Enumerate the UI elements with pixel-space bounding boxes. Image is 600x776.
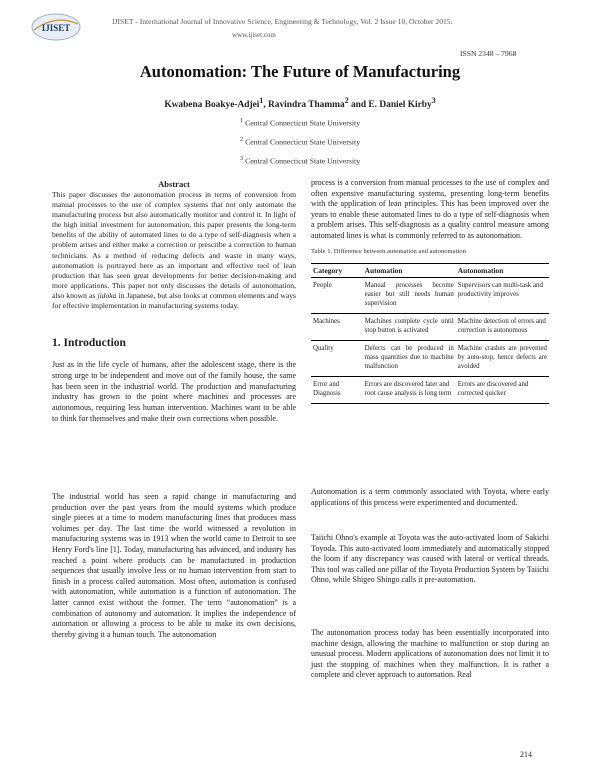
abstract-text-part: in Japanese, but also looks at common elements and ways for effective implementation in manufacturing systems today. [52, 290, 296, 311]
table-row [311, 377, 549, 404]
table-row [311, 314, 549, 341]
issn: ISSN 2348 – 7968 [460, 49, 517, 58]
table-caption: Table 1. Difference between automation and autonomation [311, 248, 466, 255]
abstract-text [52, 190, 296, 311]
author-sup: 2 [344, 96, 349, 105]
section-heading-introduction: 1. Introduction [52, 337, 126, 349]
author-name: Kwabena Boakye-Adjei [164, 100, 260, 111]
right-paragraph-top: process is a conversion from manual processes to the use of complex and often expensive manufacturing systems, presenting long-term benefits with the application of lean principles. This has been improved over the years to enable these automated lines to do a type of self-diagnosis when a problem arises. This self-diagnosis as a quality control measure among automated lines is what is commonly referred to as autonomation. [311, 178, 549, 240]
abstract-jidoka: jidoka [97, 290, 117, 300]
affiliation-text: Central Connecticut State University [245, 156, 361, 166]
right-paragraph-2: Taiichi Ohno's example at Toyota was the auto-activated loom of Sakichi Toyoda. This auto-activated loom immediately and automatically stopped the loom if any discrepancy was caused with lateral or vertical threads. This tool was called one pillar of the Toyota Production System by Taiichi Ohno, while Shigeo Shingo calls it pre-automation. [311, 533, 549, 585]
table-cell-category: Quality [311, 341, 363, 377]
table-cell-category: Machines [311, 314, 363, 341]
right-paragraph-1: Autonomation is a term commonly associated with Toyota, where early applications of this process were experimented and documented. [311, 487, 549, 507]
affiliation [0, 155, 600, 166]
table-cell-autonomation: Machine crashes are prevented by auto-stop, hence defects are avoided [456, 341, 549, 377]
table-row [311, 341, 549, 377]
table-cell-automation: Manual processes become easier but still needs human supervision [363, 278, 456, 314]
table-cell-automation: Defects can be produced in mass quantities due to machine malfunction [363, 341, 456, 377]
affiliation-sup: 1 [239, 117, 244, 124]
table-cell-category: People [311, 278, 363, 314]
table-header-row [311, 264, 549, 278]
affiliation [0, 136, 600, 147]
right-paragraph-3: The autonomation process today has been essentially incorporated into machine design, allowing the machine to malfunction or stop during an unusual process. Modern applications of autonomation does not limit it to just the stopping of machines when they malfunction. It is rather a complete and clever approach to automation. Real [311, 628, 549, 680]
abstract-heading: Abstract [158, 179, 190, 189]
table-cell-automation: Machines complete cycle until stop button is activated [363, 314, 456, 341]
affiliation-sup: 2 [239, 136, 244, 143]
table-cell-autonomation: Supervisors can multi-task and productivity improves [456, 278, 549, 314]
table-header-cell: Automation [363, 264, 456, 278]
table-cell-autonomation: Machine detection of errors and correction is autonomous [456, 314, 549, 341]
author-sup: 1 [259, 96, 264, 105]
affiliation-text: Central Connecticut State University [245, 118, 361, 128]
affiliation [0, 117, 600, 128]
abstract-text-part: This paper discusses the autonomation process in terms of conversion from manual processes to the use of complex systems that not only automate the manufacturing process but also automatically monitor and control it. In light of the high initial investment for autonomation, this paper presents the long-term benefits of the ability of automated lines to do a type of self-diagnosis when a problem arises and either make a correction or prescribe a correction to human technicians. As a method of reducing defects and waste in many ways, autonomation is portrayed here as an important and effective tool of lean production that has seen great developments for better decision-making and more applications. This paper not only discusses the details of autonomation, also known as [52, 190, 296, 300]
table-row [311, 278, 549, 314]
author-list [0, 96, 600, 110]
table-header-cell: Autonomation [456, 264, 549, 278]
author-separator: and [348, 100, 369, 111]
author-sup: 3 [431, 96, 436, 105]
paper-title: Autonomation: The Future of Manufacturing [139, 62, 461, 81]
logo-text: IJISET [41, 23, 71, 33]
journal-line: IJISET - International Journal of Innovative Science, Engineering & Technology, Vol. 2 Issue 10, October 2015. [112, 17, 453, 26]
intro-paragraph-2: The industrial world has seen a rapid change in manufacturing and production over the past years from the mould systems which produce single pieces at a time to modern manufacturing lines that produces mass volumes per day. The last time the world witnessed a revolution in manufacturing systems was in 1913 when the world came to Detroit to see Henry Ford's line [1]. Today, manufacturing has advanced, and industry has reached a point where products can be manufactured in production sequences that usually involve less or no human intervention from start to finish in a process called automation. Most often, automation is confused with autonomation, while automation is a function of autonomation. The latter cannot exist without the former. The term “autonomation” is a combination of autonomy and automation. It implies the independence of automation or allowing a process to be able to make its own decisions, thereby giving it a human touch. The autonomation [52, 492, 296, 639]
table-cell-automation: Errors are discovered later and root cause analysis is long term [363, 377, 456, 404]
table-cell-category: Error and Diagnosis [311, 377, 363, 404]
journal-website[interactable]: www.ijiset.com [232, 31, 276, 39]
affiliation-text: Central Connecticut State University [245, 137, 361, 147]
table-header-cell: Category [311, 264, 363, 278]
author-separator: , [263, 100, 269, 111]
comparison-table [311, 263, 549, 404]
author-name: E. Daniel Kirby [368, 100, 432, 111]
author-name: Ravindra Thamma [268, 100, 345, 111]
page-number: 214 [520, 750, 532, 759]
table-cell-autonomation: Errors are discovered and corrected quicker [456, 377, 549, 404]
affiliation-sup: 3 [239, 155, 244, 162]
intro-paragraph-1: Just as in the life cycle of humans, after the adolescent stage, there is the strong urge to be independent and move out of the family house, the same has been seen in the industrial world. The production and manufacturing industry has grown to the point where machines and processes are autonomous, requiring less human intervention. Machines want to be able to think for themselves and make their own corrections when possible. [52, 360, 296, 423]
ijiset-logo [30, 12, 82, 42]
